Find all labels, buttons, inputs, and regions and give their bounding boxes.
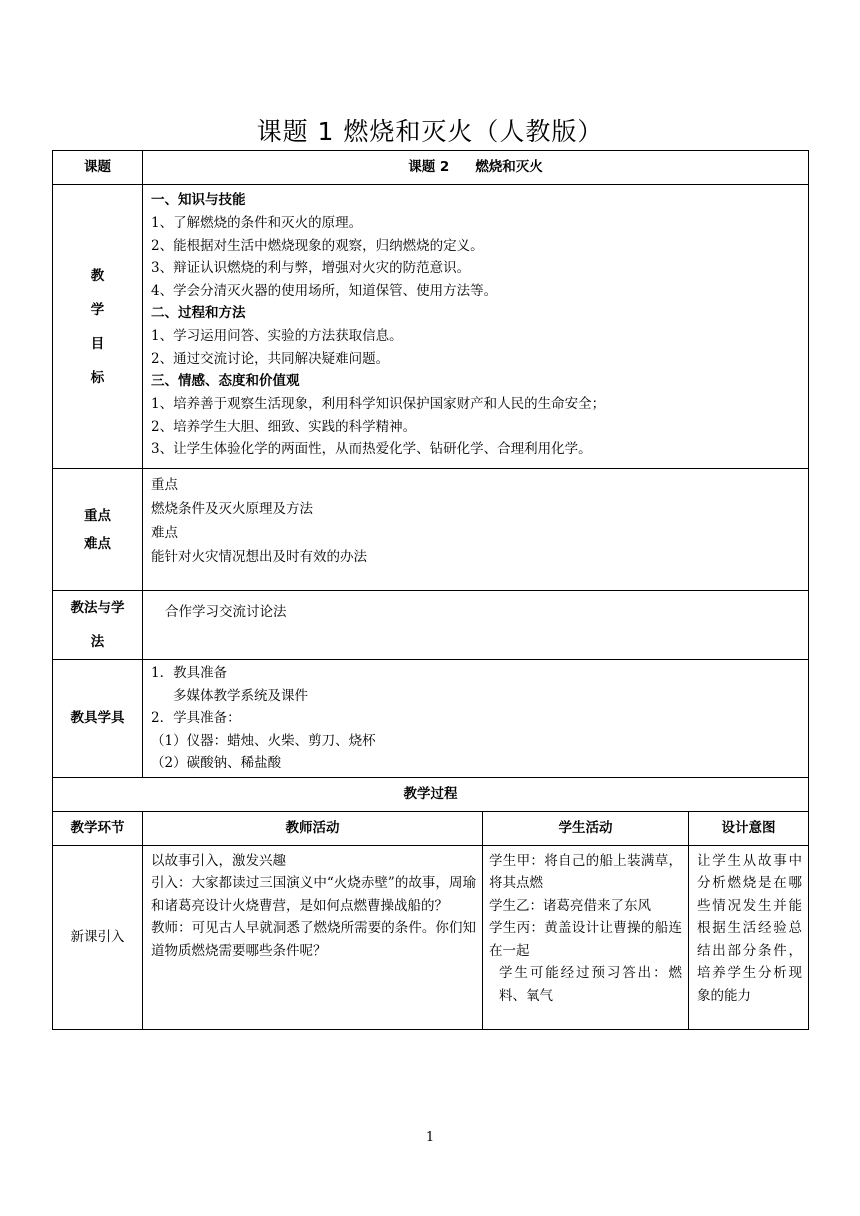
lesson-plan-table xyxy=(52,150,809,1030)
header-student: 学生活动 xyxy=(483,811,689,845)
process-title-row xyxy=(53,777,809,811)
tools-line: （2）碳酸钠、稀盐酸 xyxy=(151,755,282,771)
topic-name: 燃烧和灭火 xyxy=(475,159,543,176)
student-line: 学生甲：将自己的船上装满草，将其点燃 xyxy=(489,852,682,891)
objective-item: 1、培养善于观察生活现象，利用科学知识保护国家财产和人民的生命安全； xyxy=(151,396,606,412)
design-intent: 让学生从故事中分析燃烧是在哪些情况发生并能根据生活经验总结出部分条件，培养学生分析现象的能力 xyxy=(689,845,809,1029)
objective-item: 1、了解燃烧的条件和灭火的原理。 xyxy=(151,215,363,231)
objective-item: 4、学会分清灭火器的使用场所，知道保管、使用方法等。 xyxy=(151,282,498,299)
objectives-label: 教 学 目 标 xyxy=(53,185,143,469)
methods-row xyxy=(53,591,809,660)
student-line: 学生乙：诸葛亮借来了东风 xyxy=(489,897,651,914)
process-title: 教学过程 xyxy=(53,777,809,811)
objective-item: 2、培养学生大胆、细致、实践的科学精神。 xyxy=(151,418,417,435)
objective-heading: 一、知识与技能 xyxy=(151,192,246,208)
objectives-content xyxy=(143,185,809,469)
difficult-text: 能针对火灾情况想出及时有效的办法 xyxy=(151,549,367,565)
methods-label: 教法与学 法 xyxy=(53,591,143,660)
tools-content xyxy=(143,660,809,778)
objective-heading: 二、过程和方法 xyxy=(151,305,246,321)
methods-content xyxy=(143,591,809,660)
header-stage: 教学环节 xyxy=(53,811,143,845)
student-line: 学生丙：黄盖设计让曹操的船连在一起 xyxy=(489,920,682,959)
key-points-label: 重点 难点 xyxy=(53,469,143,591)
table-row xyxy=(53,845,809,1029)
objectives-row xyxy=(53,185,809,469)
tools-line: （1）仪器：蜡烛、火柴、剪刀、烧杯 xyxy=(151,732,376,749)
page-number: 1 xyxy=(425,1130,435,1145)
student-line: 学生可能经过预习答出：燃料、氧气 xyxy=(499,965,682,1004)
teacher-line: 教师：可见古人早就洞悉了燃烧所需要的条件。你们知道物质燃烧需要哪些条件呢？ xyxy=(151,920,476,959)
difficult-heading: 难点 xyxy=(151,525,178,541)
document-title: 课题 1 燃烧和灭火（人教版） xyxy=(256,117,604,146)
tools-line: 多媒体教学系统及课件 xyxy=(173,687,308,704)
topic-row xyxy=(53,151,809,185)
objective-item: 2、通过交流讨论，共同解决疑难问题。 xyxy=(151,350,390,367)
tools-row xyxy=(53,660,809,778)
tools-line: 2．学具准备： xyxy=(151,710,241,726)
key-heading: 重点 xyxy=(151,477,178,493)
teacher-activity xyxy=(143,845,483,1029)
stage-cell: 新课引入 xyxy=(53,845,143,1029)
methods-text: 合作学习交流讨论法 xyxy=(165,604,287,620)
objective-item: 3、辩证认识燃烧的利与弊，增强对火灾的防范意识。 xyxy=(151,260,471,276)
key-text: 燃烧条件及灭火原理及方法 xyxy=(151,501,313,517)
objective-item: 2、能根据对生活中燃烧现象的观察，归纳燃烧的定义。 xyxy=(151,237,484,254)
objective-item: 1、学习运用问答、实验的方法获取信息。 xyxy=(151,328,403,344)
teacher-line: 引入：大家都读过三国演义中“火烧赤壁”的故事，周瑜和诸葛亮设计火烧曹营，是如何点燃曹操战船的？ xyxy=(151,875,476,914)
header-intent: 设计意图 xyxy=(689,811,809,845)
objective-heading: 三、情感、态度和价值观 xyxy=(151,373,300,389)
student-activity xyxy=(483,845,689,1029)
topic-number: 课题 2 xyxy=(408,159,450,176)
process-header-row xyxy=(53,811,809,845)
header-teacher: 教师活动 xyxy=(143,811,483,845)
teacher-line: 以故事引入，激发兴趣 xyxy=(151,852,286,869)
tools-line: 1．教具准备 xyxy=(151,665,228,681)
key-points-row xyxy=(53,469,809,591)
tools-label: 教具学具 xyxy=(53,660,143,778)
topic-value xyxy=(143,151,809,185)
key-points-content xyxy=(143,469,809,591)
objective-item: 3、让学生体验化学的两面性，从而热爱化学、钻研化学、合理利用化学。 xyxy=(151,441,592,457)
topic-label: 课题 xyxy=(53,151,143,185)
